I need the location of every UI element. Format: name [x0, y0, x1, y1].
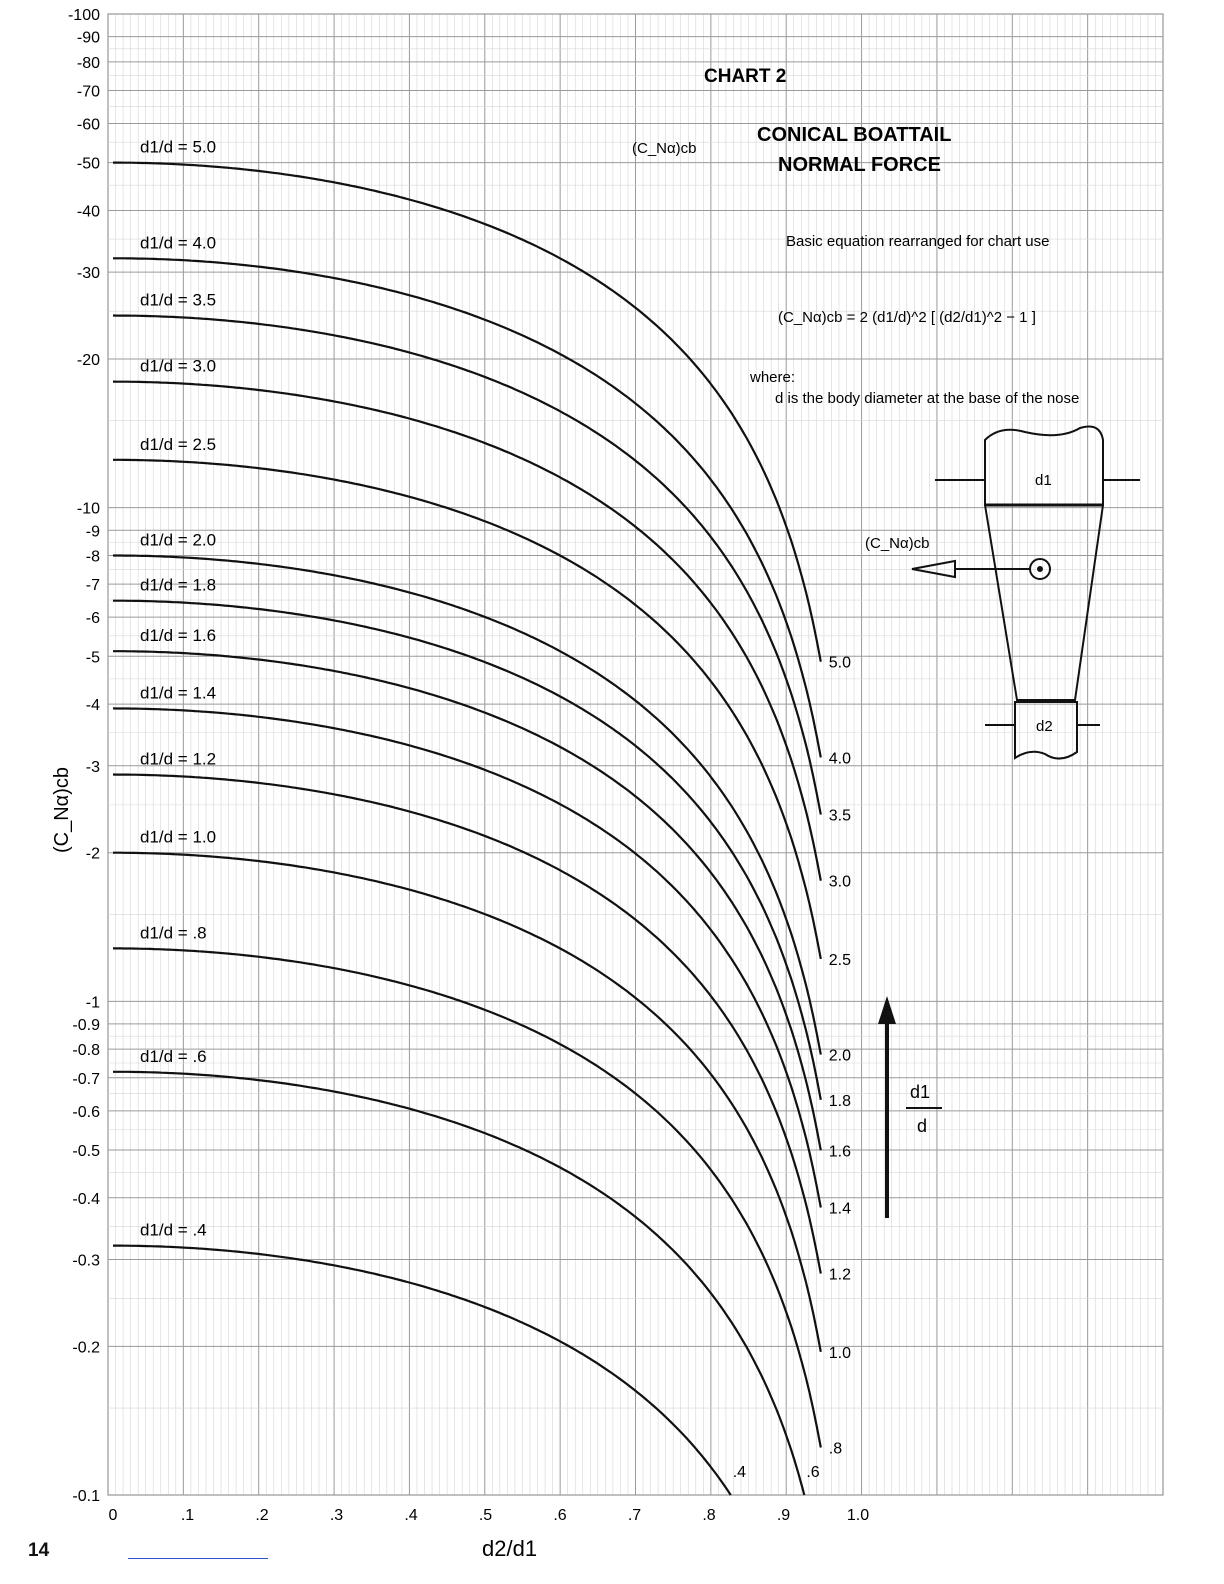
series-line [113, 853, 821, 1352]
x-tick-label: 1.0 [846, 1507, 870, 1524]
diagram-d1-label: d1 [1035, 472, 1052, 489]
series-left-label: d1/d = 1.6 [140, 626, 217, 646]
curve-labels [140, 138, 851, 1481]
diagram-cone [985, 505, 1103, 700]
series-line [113, 382, 821, 881]
formula: (C_Nα)cb = 2 (d1/d)^2 [ (d2/d1)^2 − 1 ] [778, 309, 1036, 326]
chart-number: CHART 2 [704, 66, 787, 87]
y-tick-label: -3 [85, 758, 100, 776]
arrow-up-icon [878, 996, 896, 1218]
y-axis-label: (C_Nα)cb [51, 766, 73, 854]
y-tick-label: -40 [76, 203, 100, 221]
x-tick-label: .4 [404, 1507, 418, 1524]
y-tick-label: -0.3 [72, 1252, 100, 1270]
series-left-label: d1/d = 2.5 [140, 434, 217, 454]
equation-caption: Basic equation rearranged for chart use [786, 233, 1050, 250]
chart-title-line2: NORMAL FORCE [778, 154, 941, 176]
y-tick-label: -30 [76, 265, 100, 283]
series-end-label: 4.0 [828, 750, 851, 768]
arrow-label-denominator: d [917, 1116, 928, 1136]
x-tick-label: 0 [108, 1507, 118, 1524]
series-end-label: 3.0 [828, 873, 851, 891]
series-end-label: 1.8 [828, 1092, 851, 1110]
y-tick-label: -10 [76, 500, 100, 518]
x-tick-label: .1 [180, 1507, 195, 1524]
curves [113, 163, 821, 1495]
series-left-label: d1/d = 3.0 [140, 356, 217, 376]
where-label: where: [750, 369, 796, 386]
series-left-label: d1/d = 2.0 [140, 530, 217, 550]
y-tick-label: -6 [85, 610, 100, 628]
x-axis-ticks [109, 1507, 870, 1524]
series-line [113, 1246, 731, 1495]
y-tick-label: -20 [76, 352, 100, 370]
x-tick-label: .9 [776, 1507, 791, 1524]
y-tick-label: -60 [76, 116, 100, 134]
diagram-force-label: (C_Nα)cb [865, 535, 930, 552]
y-tick-label: -0.4 [72, 1190, 100, 1208]
diagram-d2-label: d2 [1036, 718, 1053, 735]
y-tick-label: -8 [85, 548, 100, 566]
y-tick-label: -0.6 [72, 1103, 100, 1121]
x-axis-label: d2/d1 [482, 1536, 538, 1561]
y-tick-label: -1 [85, 994, 100, 1012]
y-tick-label: -5 [85, 649, 100, 667]
series-left-label: d1/d = 4.0 [140, 233, 217, 253]
series-end-label: 2.5 [828, 951, 851, 969]
series-left-label: d1/d = .8 [140, 923, 207, 943]
series-left-label: d1/d = 5.0 [140, 137, 217, 157]
series-left-label: d1/d = 1.8 [140, 575, 217, 595]
y-tick-label: -0.7 [72, 1070, 100, 1088]
series-line [113, 601, 821, 1100]
series-left-label: d1/d = .6 [140, 1046, 207, 1066]
y-tick-label: -100 [67, 7, 100, 24]
y-tick-label: -0.2 [72, 1339, 100, 1357]
series-end-label: 1.4 [828, 1200, 851, 1218]
series-left-label: d1/d = .4 [140, 1220, 207, 1240]
series-end-label: .8 [828, 1440, 843, 1458]
page-number: 14 [28, 1540, 50, 1561]
series-left-label: d1/d = 3.5 [140, 290, 217, 310]
series-end-label: .6 [806, 1464, 820, 1481]
definition: d is the body diameter at the base of the nose [775, 390, 1080, 407]
y-tick-label: -70 [76, 83, 100, 101]
series-line [113, 1072, 804, 1495]
y-tick-label: -4 [85, 697, 100, 715]
series-end-label: 1.0 [828, 1344, 851, 1362]
x-tick-label: .2 [255, 1507, 269, 1524]
series-end-label: 1.6 [828, 1143, 851, 1161]
x-tick-label: .7 [627, 1507, 642, 1524]
title-symbol: (C_Nα)cb [632, 140, 697, 157]
series-left-label: d1/d = 1.0 [140, 827, 217, 847]
series-end-label: 3.5 [828, 807, 851, 825]
y-tick-label: -2 [85, 845, 100, 863]
boattail-diagram-icon [912, 427, 1140, 759]
y-tick-label: -50 [76, 155, 100, 173]
y-tick-label: -0.5 [72, 1142, 100, 1160]
arrow-label-numerator: d1 [910, 1082, 931, 1102]
x-tick-label: .6 [553, 1507, 567, 1524]
series-left-label: d1/d = 1.4 [140, 683, 217, 703]
y-tick-label: -0.9 [72, 1016, 100, 1034]
y-tick-label: -0.8 [72, 1042, 100, 1060]
x-tick-label: .3 [329, 1507, 344, 1524]
y-axis-ticks [68, 7, 100, 1505]
y-tick-label: -9 [85, 523, 100, 541]
diagram-force-arrowhead [912, 561, 955, 577]
series-line [113, 460, 821, 959]
series-end-label: 5.0 [828, 654, 851, 672]
chart-title-line1: CONICAL BOATTAIL [757, 124, 952, 146]
y-tick-label: -0.1 [72, 1488, 100, 1505]
x-tick-label: .5 [478, 1507, 493, 1524]
series-left-label: d1/d = 1.2 [140, 749, 217, 769]
series-line [113, 163, 821, 662]
series-end-label: 1.2 [828, 1266, 851, 1284]
y-tick-label: -7 [85, 577, 100, 595]
page-footer-rule [128, 1558, 268, 1559]
series-end-label: .4 [732, 1464, 747, 1481]
diagram-top-cylinder [985, 427, 1103, 506]
y-tick-label: -90 [76, 29, 100, 47]
x-tick-label: .8 [702, 1507, 716, 1524]
y-tick-label: -80 [76, 54, 100, 72]
series-end-label: 2.0 [828, 1047, 851, 1065]
